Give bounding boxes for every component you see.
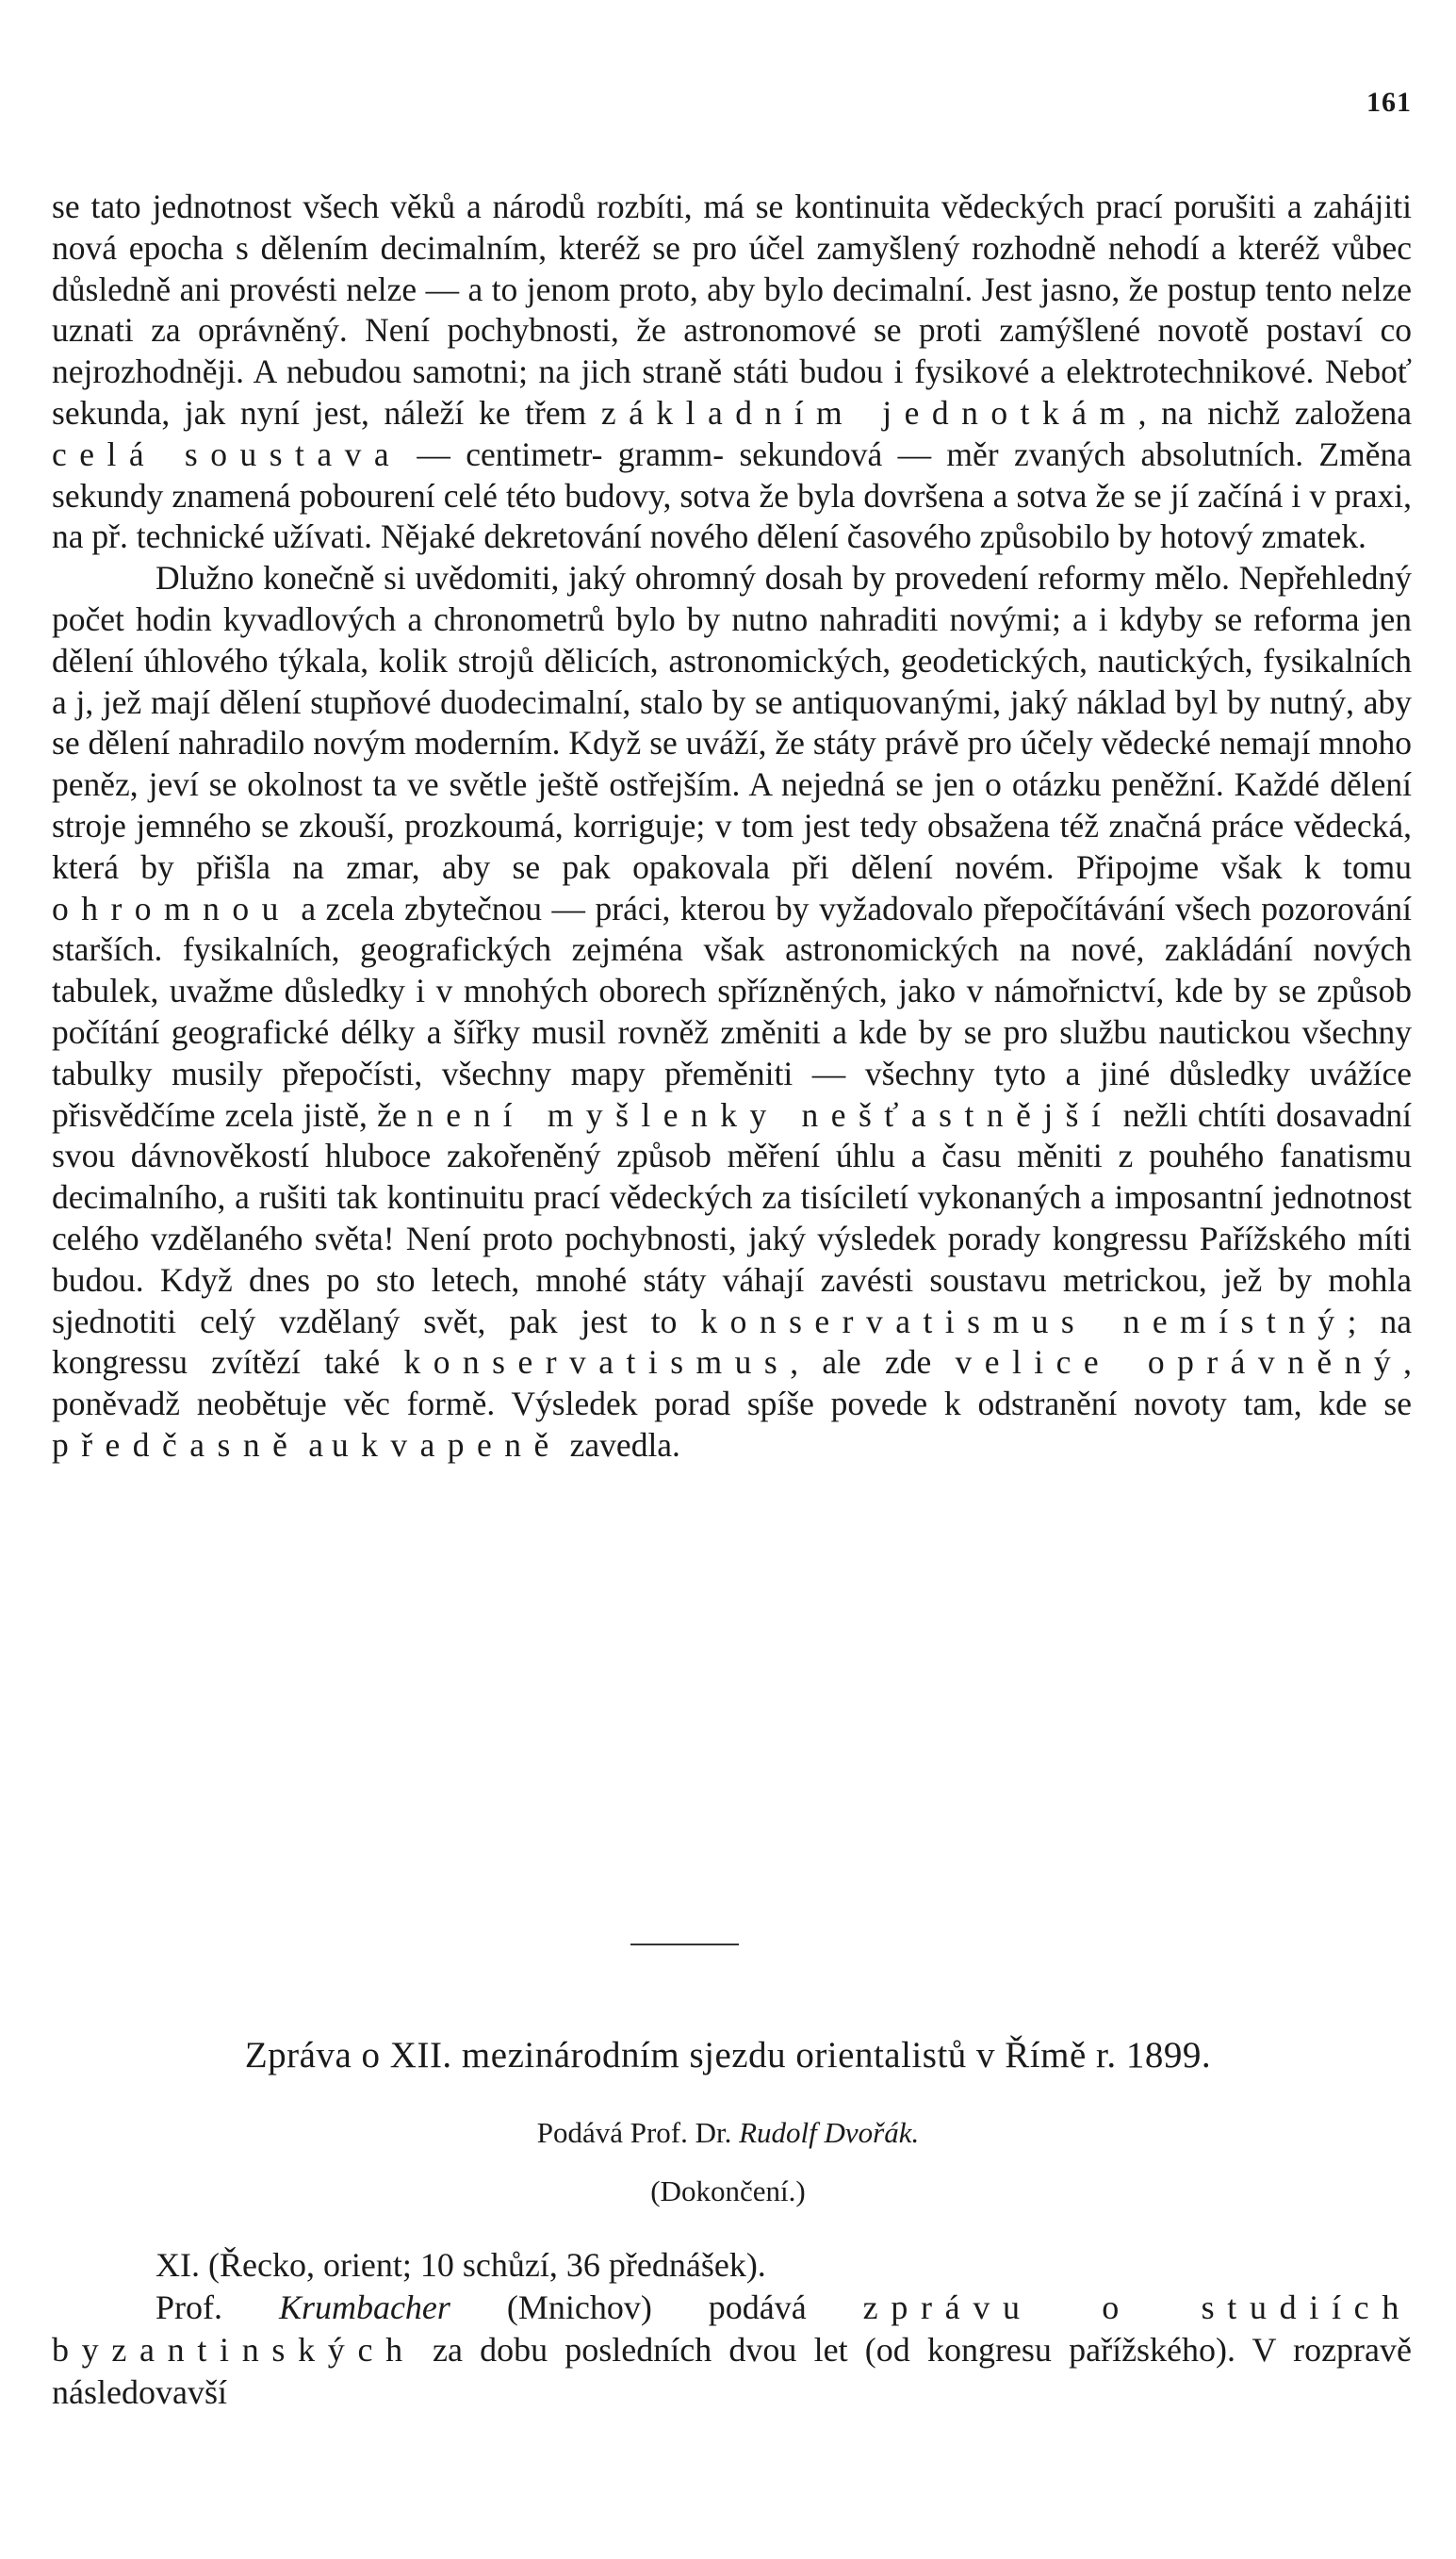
text-run: , poněvadž neobětuje věc formě. Výsledek porad spíše povede k odstranění novoty tam, kde se	[52, 1343, 1412, 1423]
body-text	[52, 187, 1412, 1467]
section-text	[52, 2244, 1412, 2414]
text-run: zavedla.	[561, 1425, 680, 1464]
spaced-emphasis: základním jednotkám	[600, 393, 1138, 432]
text-run: za dobu posledních dvou let (od kongresu pařížského). V rozpravě následovavší	[52, 2331, 1412, 2411]
article-title: Zpráva o XII. mezinárodním sjezdu orientalistů v Římě r. 1899.	[244, 2035, 1212, 2075]
spaced-emphasis: ukvapeně	[331, 1425, 562, 1464]
text-run: se tato jednotnost všech věků a národů rozbíti, má se kontinuita vědeckých prací porušiti a zahájiti nová epocha s dělením decimalním, kteréž se pro účel zamyšlený rozhodně nehodí a kteréž vůbec důsledně ani provésti nelze — a to jenom proto, aby bylo decimalní. Jest jasno, že postup tento nelze uznati za oprávněný. Není pochybnosti, že astronomové se proti zamýšlené novotě postaví co nejrozhodněji. A nebudou samotni; na jich straně státi budou i fysikové a elektrotechnikové. Neboť sekunda, jak nyní jest, náleží ke třem	[52, 188, 1412, 432]
spaced-emphasis: konservatismus nemístný	[700, 1302, 1348, 1340]
text-run: (Mnichov) podává	[450, 2288, 863, 2326]
paragraph	[52, 187, 1412, 558]
byline-author: Rudolf Dvořák.	[739, 2116, 920, 2149]
spaced-emphasis: ohromnou	[52, 889, 291, 927]
paragraph	[52, 558, 1412, 1467]
spaced-emphasis: zprávu o studiích byzantinských	[52, 2288, 1413, 2369]
text-run: nežli chtíti dosavadní svou dávnověkostí hluboce zakořeněný způsob měření úhlu a času měniti z pouhého fanatismu decimalního, a rušiti tak kontinuitu prací vědeckých za tisíciletí vykonaných a imposantní jednotnost celého vzdělaného světa! Není proto pochybnosti, jaký výsledek porady kongressu Pařížského míti budou. Když dnes po sto letech, mnohé státy váhají zavésti soustavu metrickou, jež by mohla sjednotiti celý vzdělaný svět, pak jest to	[52, 1095, 1412, 1340]
text-run: , ale zde	[790, 1343, 956, 1382]
text-run: a zcela zbytečnou — práci, kterou by vyžadovalo přepočítávání všech pozorování starších. fysikalních, geografických zejména však astronomických na nové, zakládání nových tabulek, uvažme důsledky i v mnohých oborech spřízněných, jako v námořnictví, kde by se způsob počítání geografické délky a šířky musil rovněž změniti a kde by se pro službu nautickou všechny tabulky musily přepočísti, všechny mapy přeměniti — všechny tyto a jiné důsledky uvážíce přisvědčíme zcela jistě, že	[52, 889, 1412, 1134]
spaced-emphasis: není myšlenky nešťastnější	[416, 1095, 1114, 1134]
text-run: — centimetr- gramm- sekundová — měr zvaných absolutních. Změna sekundy znamená pobourení celé této budovy, sotva že byla dovršena a sotva že se jí začíná i v praxi, na př. technické užívati. Nějaké dekretování nového dělení časového způsobilo by hotový zmatek.	[52, 435, 1412, 556]
byline-prefix: Podává Prof. Dr.	[536, 2116, 740, 2149]
text-run: , na nichž založena	[1137, 393, 1412, 432]
page-number: 161	[1366, 87, 1412, 118]
spaced-emphasis: celá soustava	[52, 435, 402, 473]
text-run: a	[300, 1425, 332, 1464]
continuation-note: (Dokončení.)	[650, 2174, 806, 2207]
byline	[0, 2116, 1456, 2150]
person-name: Krumbacher	[278, 2288, 450, 2326]
text-run: ; na kongressu zvítězí také	[52, 1302, 1412, 1382]
text-run: Prof.	[155, 2288, 279, 2326]
spaced-emphasis: velice oprávněný	[955, 1343, 1404, 1382]
section-heading: XI. (Řecko, orient; 10 schůzí, 36 přednášek).	[155, 2246, 766, 2284]
spaced-emphasis: konservatismus	[403, 1343, 791, 1382]
spaced-emphasis: předčasně	[52, 1425, 301, 1464]
section-divider	[630, 1944, 739, 1945]
paragraph	[52, 2287, 1412, 2414]
text-run: Dlužno konečně si uvědomiti, jaký ohromný dosah by provedení reformy mělo. Nepřehledný počet hodin kyvadlových a chronometrů bylo by nutno nahraditi novými; a i kdyby se reforma jen dělení úhlového týkala, kolik strojů dělicích, astronomických, geodetických, nautických, fysikalních a j, jež mají dělení stupňové duodecimalní, stalo by se antiquovanými, jaký náklad byl by nutný, aby se dělení nahradilo novým moderním. Když se uváží, že státy právě pro účely vědecké nemají mnoho peněz, jeví se okolnost ta ve světle ještě ostřejším. A nejedná se jen o otázku peněžní. Každé dělení stroje jemného se zkouší, prozkoumá, korriguje; v tom jest tedy obsažena též značná práce vědecká, která by přišla na zmar, aby se pak opakovala při dělení novém. Připojme však k tomu	[52, 559, 1412, 886]
